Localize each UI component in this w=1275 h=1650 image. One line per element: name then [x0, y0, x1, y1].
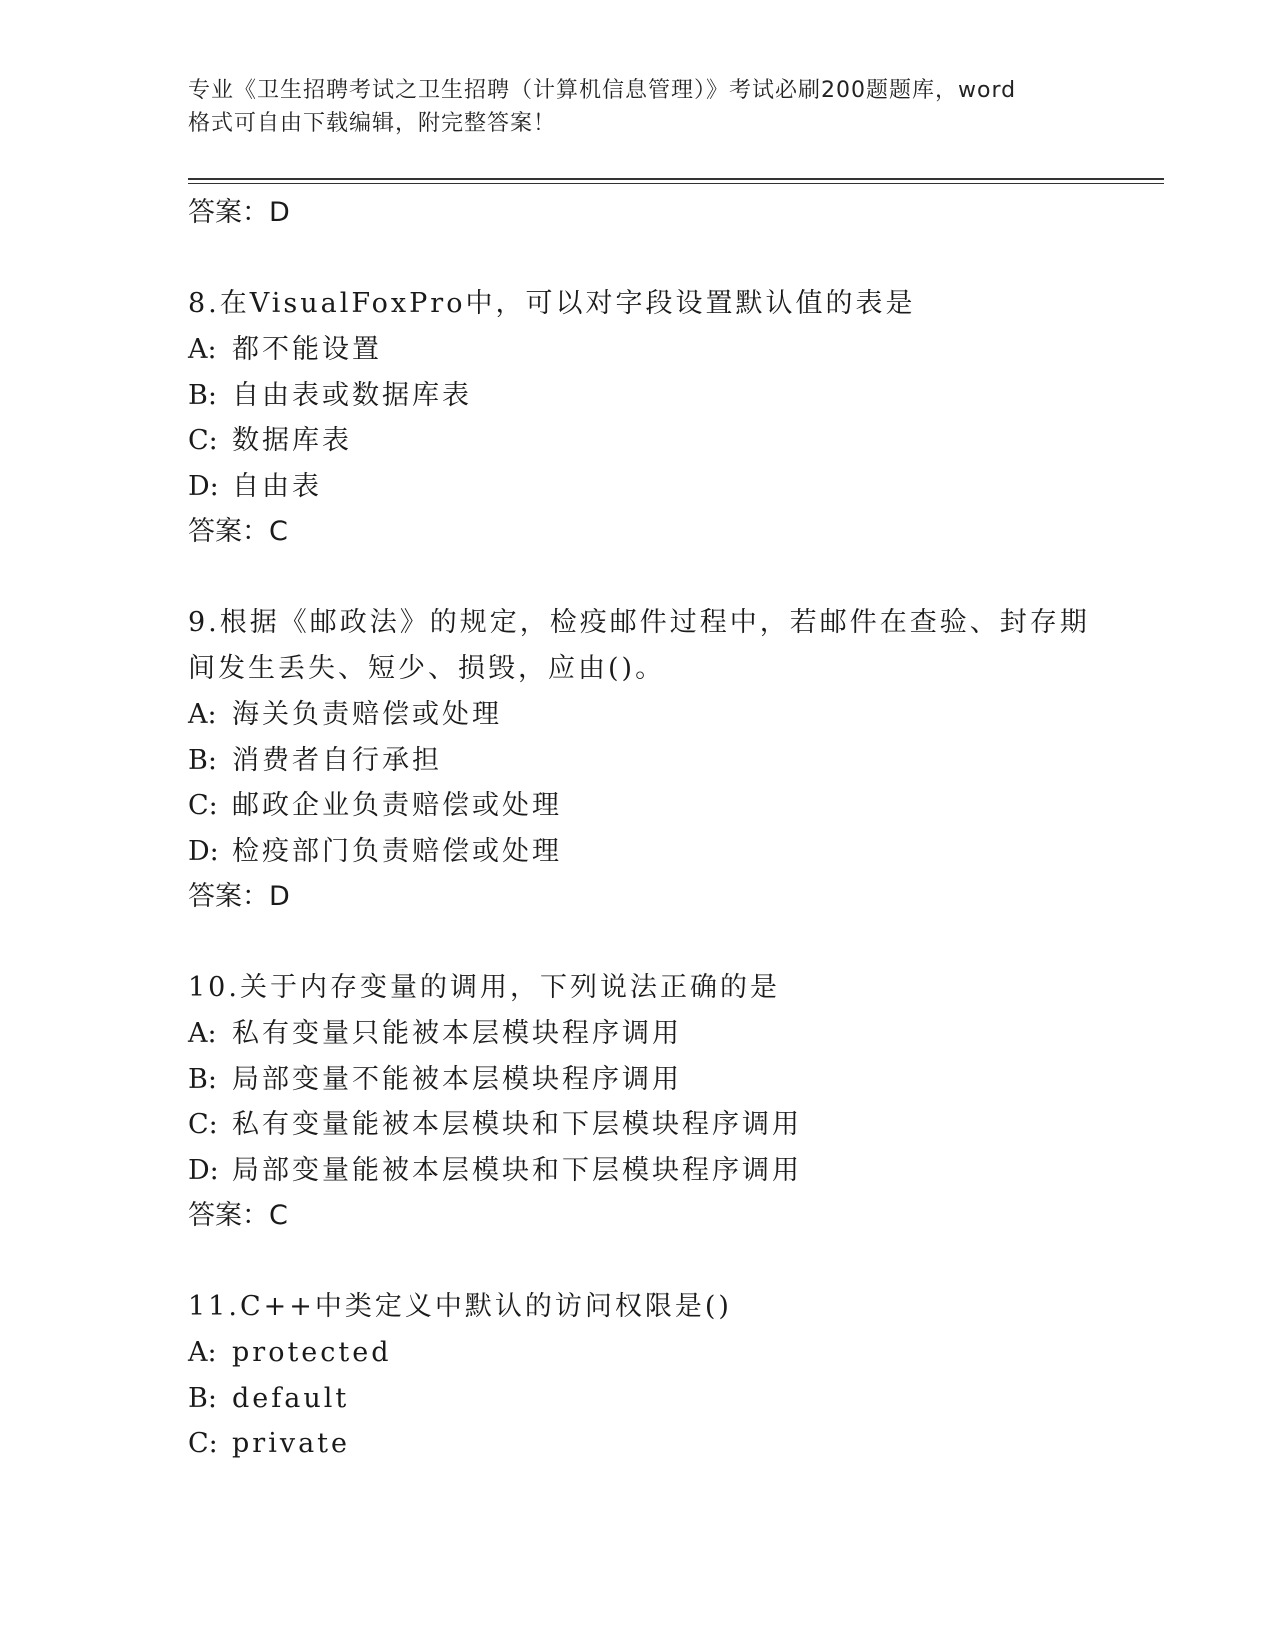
document-header [188, 74, 1108, 140]
header-line-1: 专业《卫生招聘考试之卫生招聘（计算机信息管理）》考试必刷200题题库，word [188, 78, 1017, 103]
answer-line: 答案：D [188, 881, 290, 912]
header-divider-thick [188, 178, 1164, 180]
option-key: A: [188, 1337, 217, 1368]
answer-line: 答案：D [188, 197, 290, 228]
option-text: private [232, 1428, 351, 1459]
option-key: A: [188, 334, 217, 365]
option-c [188, 418, 1178, 464]
option-text: 私有变量只能被本层模块程序调用 [232, 1018, 682, 1049]
option-b [188, 1057, 1178, 1103]
option-text: default [232, 1382, 350, 1414]
option-key: A: [188, 699, 217, 730]
question-10 [188, 965, 1178, 1238]
option-d [188, 1148, 1178, 1194]
option-text: 都不能设置 [232, 334, 382, 365]
option-a [188, 1330, 1178, 1376]
answer-line: 答案：C [188, 1200, 288, 1231]
option-a [188, 327, 1178, 373]
question-stem: 10.关于内存变量的调用，下列说法正确的是 [188, 972, 780, 1003]
option-key: A: [188, 1018, 217, 1049]
answer-line: 答案：C [188, 516, 288, 547]
option-c [188, 1421, 1178, 1467]
option-text: 自由表 [232, 470, 322, 502]
option-key: B: [188, 379, 217, 411]
option-b [188, 373, 1178, 419]
option-text: 自由表或数据库表 [232, 379, 472, 411]
option-key: C: [188, 790, 218, 821]
question-content [188, 190, 1178, 1467]
option-c [188, 1102, 1178, 1148]
option-text: protected [232, 1337, 392, 1368]
option-a [188, 1011, 1178, 1057]
option-text: 数据库表 [232, 425, 352, 456]
option-d [188, 829, 1178, 875]
question-8 [188, 281, 1178, 554]
option-key: B: [188, 1063, 217, 1095]
option-key: C: [188, 425, 218, 456]
question-11 [188, 1284, 1178, 1467]
question-stem: 11.C++中类定义中默认的访问权限是() [188, 1291, 732, 1322]
option-text: 海关负责赔偿或处理 [232, 699, 502, 730]
option-b [188, 738, 1178, 784]
option-a [188, 692, 1178, 738]
option-key: C: [188, 1109, 218, 1140]
question-9 [188, 600, 1178, 919]
option-d [188, 464, 1178, 510]
option-text: 消费者自行承担 [232, 744, 442, 776]
option-text: 局部变量能被本层模块和下层模块程序调用 [232, 1154, 802, 1186]
option-key: C: [188, 1428, 218, 1459]
header-divider-thin [188, 183, 1164, 184]
option-b [188, 1376, 1178, 1422]
option-c [188, 783, 1178, 829]
question-stem: 9.根据《邮政法》的规定，检疫邮件过程中，若邮件在查验、封存期 [188, 607, 1090, 638]
option-key: D: [188, 1154, 219, 1186]
question-stem-continued: 间发生丢失、短少、损毁，应由()。 [188, 653, 666, 684]
option-text: 邮政企业负责赔偿或处理 [232, 790, 562, 821]
option-key: B: [188, 744, 217, 776]
option-text: 局部变量不能被本层模块程序调用 [232, 1063, 682, 1095]
option-key: D: [188, 835, 219, 867]
option-text: 检疫部门负责赔偿或处理 [232, 835, 562, 867]
option-text: 私有变量能被本层模块和下层模块程序调用 [232, 1109, 802, 1140]
option-key: D: [188, 470, 219, 502]
question-stem: 8.在VisualFoxPro中，可以对字段设置默认值的表是 [188, 288, 916, 319]
header-line-2: 格式可自由下载编辑，附完整答案！ [188, 111, 557, 136]
option-key: B: [188, 1382, 217, 1414]
